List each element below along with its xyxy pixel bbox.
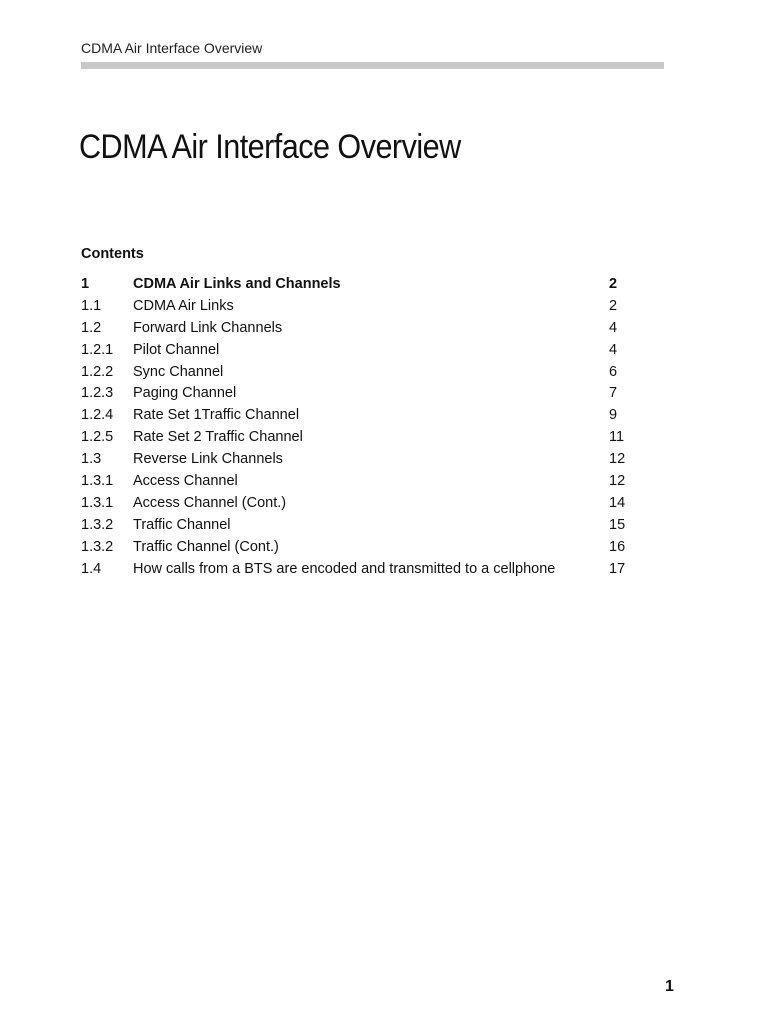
- toc-entry[interactable]: [81, 449, 641, 471]
- toc-entry-page: 9: [609, 407, 618, 424]
- header-rule: [81, 62, 664, 69]
- table-of-contents: [81, 274, 641, 580]
- toc-entry-page: 12: [609, 451, 626, 468]
- toc-entry[interactable]: [81, 471, 641, 493]
- toc-entry-number: 1.2.4: [81, 407, 114, 424]
- toc-entry-number: 1.1: [81, 297, 102, 314]
- toc-entry-title: Forward Link Channels: [133, 319, 283, 336]
- toc-entry[interactable]: [81, 493, 641, 515]
- toc-entry[interactable]: [81, 537, 641, 559]
- toc-entry[interactable]: [81, 405, 641, 427]
- toc-entry[interactable]: [81, 559, 641, 581]
- document-title: CDMA Air Interface Overview: [79, 128, 461, 166]
- toc-entry-number: 1.2.2: [81, 363, 114, 380]
- toc-entry-number: 1.3: [81, 451, 102, 468]
- running-header: CDMA Air Interface Overview: [81, 40, 263, 56]
- toc-entry-title: Rate Set 2 Traffic Channel: [133, 429, 303, 446]
- toc-entry[interactable]: [81, 515, 641, 537]
- toc-entry-title: Traffic Channel: [133, 516, 231, 533]
- toc-entry-page: 4: [609, 319, 618, 336]
- toc-entry-title: Traffic Channel (Cont.): [133, 538, 279, 555]
- toc-entry-page: 11: [609, 429, 625, 446]
- toc-entry-number: 1.2.3: [81, 385, 114, 402]
- toc-entry-title: Paging Channel: [133, 385, 237, 402]
- toc-entry-title: Sync Channel: [133, 363, 224, 380]
- toc-entry-number: 1.4: [81, 560, 102, 577]
- toc-entry-page: 17: [609, 560, 626, 577]
- toc-entry-title: CDMA Air Links: [133, 297, 234, 314]
- toc-entry-number: 1.2.5: [81, 429, 114, 446]
- toc-entry-page: 2: [609, 276, 618, 292]
- toc-entry-title: Rate Set 1Traffic Channel: [133, 407, 300, 424]
- toc-entry[interactable]: [81, 274, 641, 296]
- toc-entry-page: 12: [609, 473, 626, 490]
- toc-entry-title: Access Channel: [133, 473, 238, 490]
- toc-entry-number: 1.3.1: [81, 473, 114, 490]
- toc-entry-number: 1.2.1: [81, 341, 114, 358]
- toc-entry-number: 1.2: [81, 319, 102, 336]
- toc-entry[interactable]: [81, 318, 641, 340]
- toc-entry-page: 14: [609, 494, 626, 511]
- toc-entry-page: 4: [609, 341, 618, 358]
- toc-entry[interactable]: [81, 340, 641, 362]
- toc-entry[interactable]: [81, 362, 641, 384]
- toc-entry[interactable]: [81, 296, 641, 318]
- toc-entry-number: 1.3.1: [81, 494, 114, 511]
- toc-entry-title: Reverse Link Channels: [133, 451, 283, 468]
- contents-heading: Contents: [81, 246, 144, 262]
- toc-entry-number: 1.3.2: [81, 538, 114, 555]
- toc-entry-page: 2: [609, 297, 618, 314]
- toc-entry-title: Pilot Channel: [133, 341, 220, 358]
- toc-entry-title: CDMA Air Links and Channels: [133, 276, 341, 292]
- toc-entry[interactable]: [81, 383, 641, 405]
- toc-entry-title: Access Channel (Cont.): [133, 494, 287, 511]
- toc-entry-page: 16: [609, 538, 626, 555]
- toc-entry-page: 6: [609, 363, 618, 380]
- toc-entry-number: 1.3.2: [81, 516, 114, 533]
- toc-entry-page: 15: [609, 516, 626, 533]
- page-number: 1: [665, 978, 674, 995]
- toc-entry[interactable]: [81, 427, 641, 449]
- toc-entry-page: 7: [609, 385, 618, 402]
- toc-entry-number: 1: [81, 276, 90, 292]
- toc-entry-title: How calls from a BTS are encoded and transmitted to a cellphone: [133, 560, 556, 577]
